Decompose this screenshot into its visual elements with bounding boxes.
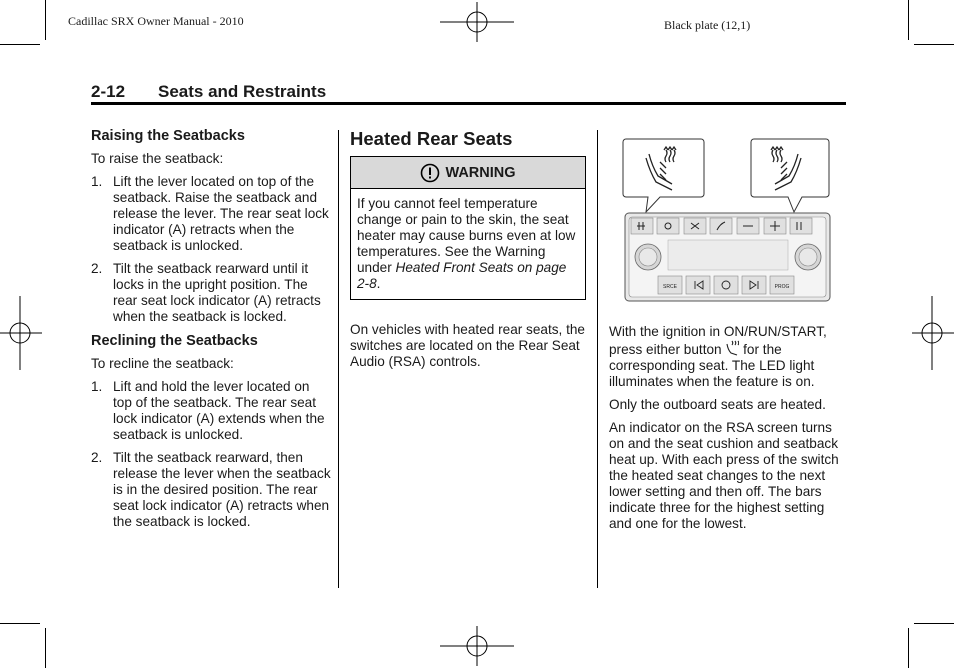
list-item: 1. Lift the lever located on top of the seatback. Raise the seatback and release the lever. The rear seat lock indicator (A) retracts when the seatback is unlocked. <box>91 174 329 253</box>
crop-mark <box>908 628 909 668</box>
recline-intro: To recline the seatback: <box>91 356 234 371</box>
warning-box <box>350 156 586 300</box>
raise-intro: To raise the seatback: <box>91 151 224 166</box>
crop-mark <box>914 44 954 45</box>
ignition-instruction: With the ignition in ON/RUN/START, press either button for the corresponding seat. The LED light illuminates when the feature is on. <box>609 324 827 389</box>
column-1 <box>91 127 331 537</box>
crop-mark <box>0 623 40 624</box>
column-2 <box>350 128 590 377</box>
heated-rear-seats-title: Heated Rear Seats <box>350 128 513 149</box>
prog-button-label: PROG <box>774 284 790 290</box>
column-divider <box>597 130 598 588</box>
seat-heat-icon <box>725 340 739 356</box>
plate-label: Black plate (12,1) <box>664 18 751 32</box>
crop-mark <box>45 0 46 40</box>
list-item: 1. Lift and hold the lever located on top of the seatback. The rear seat lock indicator (A) extends when the seatback is unlocked. <box>91 379 325 442</box>
recline-steps <box>91 379 331 530</box>
warning-header <box>351 157 585 189</box>
crop-mark <box>0 44 40 45</box>
registration-mark-bottom <box>440 626 514 666</box>
outboard-note: Only the outboard seats are heated. <box>609 397 826 412</box>
page-number: 2-12 <box>91 82 126 101</box>
heading-reclining: Reclining the Seatbacks <box>91 333 258 349</box>
crop-mark <box>914 623 954 624</box>
registration-mark-left <box>0 296 42 370</box>
crop-mark <box>908 0 909 40</box>
indicator-description: An indicator on the RSA screen turns on and the seat cushion and seatback heat up. With each press of the switch the heated seat changes to the next lower setting and then off. The bars indicate three for the highest setting and one for the lowest. <box>609 420 839 531</box>
header-rule <box>91 102 846 105</box>
srce-button-label: SRCE <box>663 284 677 290</box>
rsa-controls-illustration <box>622 136 834 304</box>
registration-mark-right <box>912 296 954 370</box>
column-3 <box>609 324 846 539</box>
list-item: 2. Tilt the seatback rearward, then release the lever when the seatback is in the desired position. The rear seat lock indicator (A) retracts when the seatback is locked. <box>91 450 331 529</box>
column-divider <box>338 130 339 588</box>
raise-steps <box>91 174 331 325</box>
registration-mark-top <box>440 2 514 42</box>
manual-title: Cadillac SRX Owner Manual - 2010 <box>68 14 244 28</box>
warning-icon <box>420 163 440 183</box>
crop-mark <box>45 628 46 668</box>
section-title: Seats and Restraints <box>158 82 327 101</box>
list-item: 2. Tilt the seatback rearward until it locks in the upright position. The rear seat lock indicator (A) retracts when the seatback is locked. <box>91 261 321 324</box>
warning-ref-link[interactable]: Heated Front Seats on page 2-8 <box>357 260 567 291</box>
rsa-intro: On vehicles with heated rear seats, the switches are located on the Rear Seat Audio (RSA) controls. <box>350 322 585 369</box>
warning-label: WARNING <box>445 164 516 181</box>
heading-raising: Raising the Seatbacks <box>91 128 245 144</box>
warning-body: If you cannot feel temperature change or pain to the skin, the seat heater may cause burns even at low temperatures. See the Warning under Heated Front Seats on page 2-8. <box>357 196 576 291</box>
